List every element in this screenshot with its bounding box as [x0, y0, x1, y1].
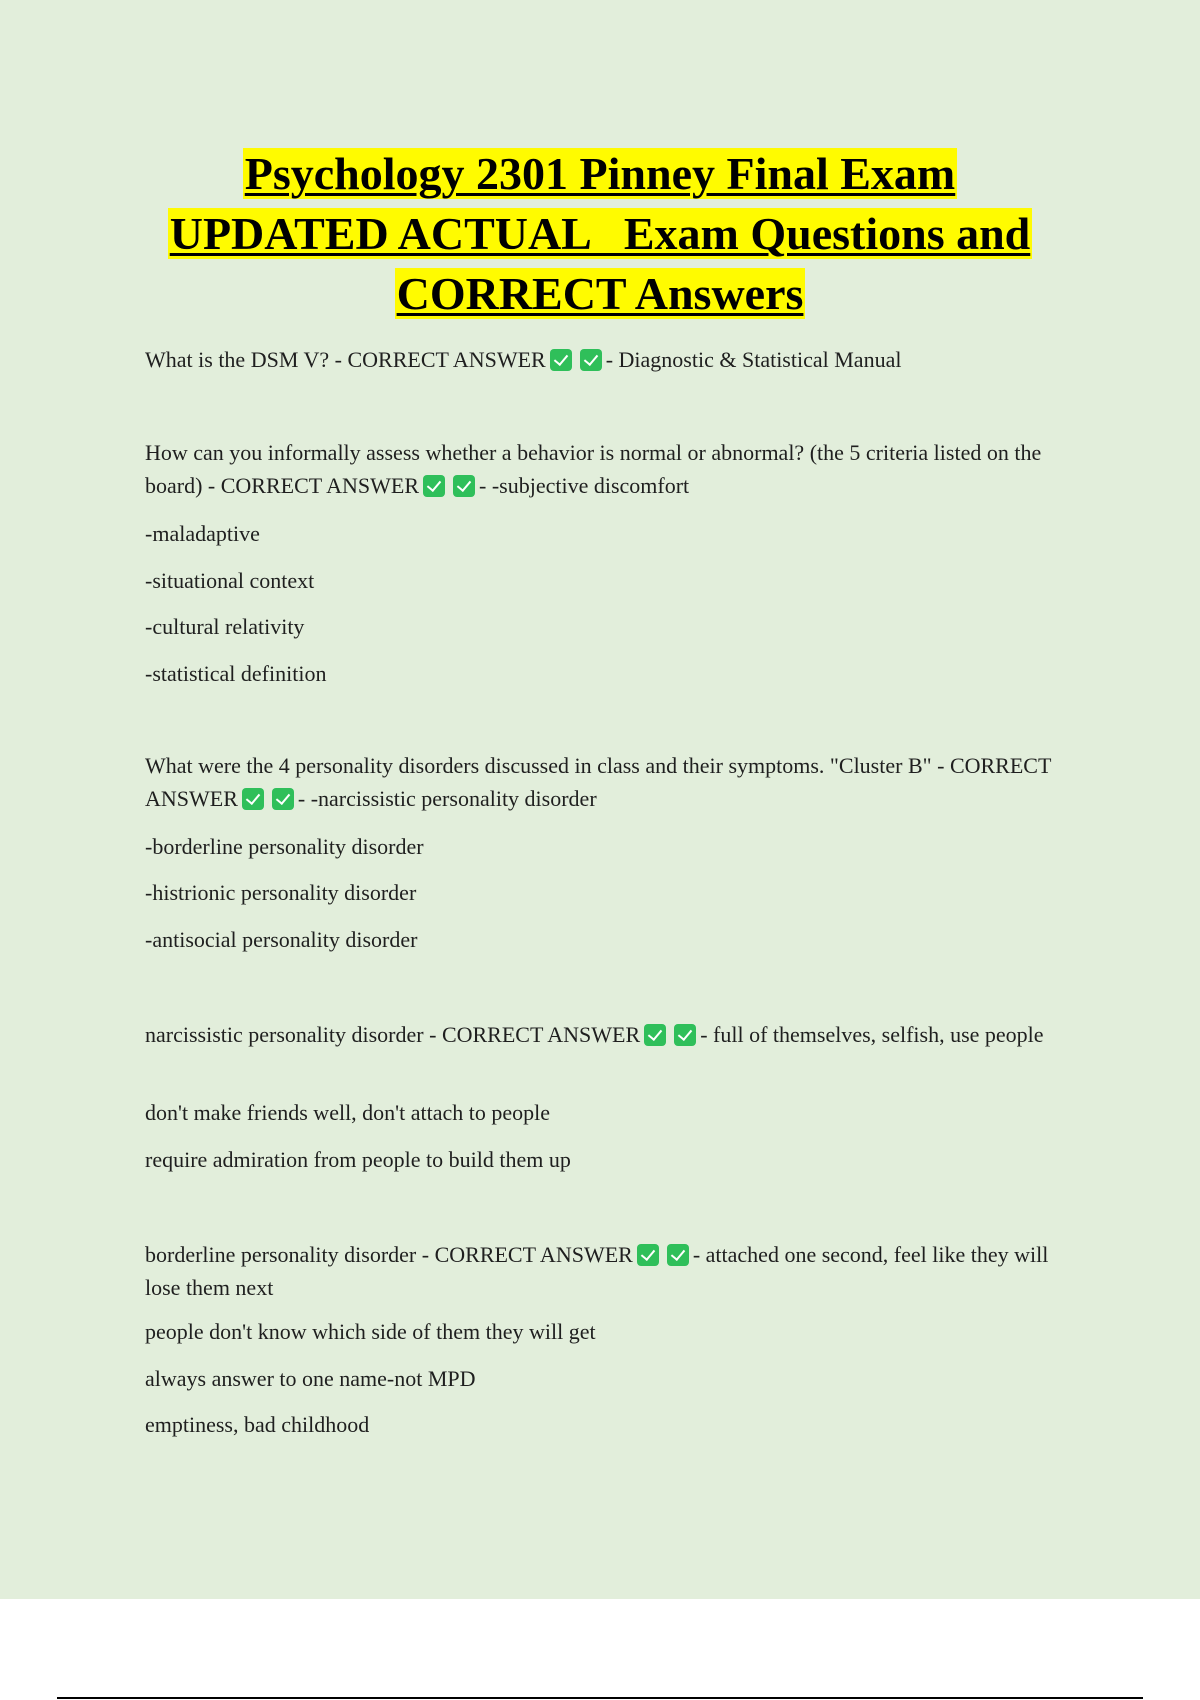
- detail-line: don't make friends well, don't attach to people: [145, 1100, 551, 1125]
- correct-answer-label: CORRECT ANSWER: [441, 1022, 641, 1047]
- qa-item-4: [145, 1018, 1075, 1051]
- answer-text: - -subjective discomfort: [479, 473, 690, 498]
- green-checkmark-icon: [674, 1024, 696, 1046]
- green-checkmark-icon: [667, 1244, 689, 1266]
- footer-divider: [57, 1697, 1143, 1699]
- green-checkmark-icon: [272, 788, 294, 810]
- answer-text: - Diagnostic & Statistical Manual: [605, 347, 902, 372]
- detail-line: emptiness, bad childhood: [145, 1412, 370, 1437]
- green-checkmark-icon: [580, 349, 602, 371]
- qa-item-3: [145, 749, 1075, 815]
- correct-answer-label: CORRECT ANSWER: [220, 473, 419, 498]
- detail-line: -maladaptive: [145, 521, 260, 546]
- green-checkmark-icon: [242, 788, 264, 810]
- green-checkmark-icon: [423, 475, 445, 497]
- correct-answer-label: CORRECT ANSWER: [434, 1242, 633, 1267]
- title-line-3: CORRECT Answers: [396, 268, 804, 319]
- qa-item-1: [145, 343, 1075, 376]
- detail-line: -situational context: [145, 568, 315, 593]
- title-line-1: Psychology 2301 Pinney Final Exam: [244, 148, 956, 199]
- detail-line: -histrionic personality disorder: [145, 880, 417, 905]
- correct-answer-label: CORRECT ANSWER: [347, 347, 546, 372]
- correct-answer-label: CORRECT ANSWER: [145, 753, 1051, 811]
- detail-line: people don't know which side of them they will get: [145, 1319, 596, 1344]
- detail-line: -cultural relativity: [145, 614, 305, 639]
- detail-line: -antisocial personality disorder: [145, 927, 418, 952]
- question-text: What were the 4 personality disorders discussed in class and their symptoms. "Cluster B" -: [145, 753, 950, 778]
- document-title: [100, 144, 1100, 324]
- green-checkmark-icon: [453, 475, 475, 497]
- question-text: What is the DSM V? -: [145, 347, 348, 372]
- detail-line: -statistical definition: [145, 661, 327, 686]
- question-text: How can you informally assess whether a behavior is normal or abnormal? (the 5 criteria listed on the board) -: [145, 440, 1042, 498]
- detail-line: always answer to one name-not MPD: [145, 1366, 476, 1391]
- question-text: narcissistic personality disorder -: [145, 1022, 442, 1047]
- answer-text: - full of themselves, selfish, use people: [700, 1022, 1044, 1047]
- detail-line: -borderline personality disorder: [145, 834, 424, 859]
- title-line-2: UPDATED ACTUAL Exam Questions and: [169, 208, 1031, 259]
- qa-item-2: [145, 436, 1075, 502]
- green-checkmark-icon: [644, 1024, 666, 1046]
- green-checkmark-icon: [637, 1244, 659, 1266]
- answer-text: - -narcissistic personality disorder: [297, 786, 597, 811]
- qa-item-5: [145, 1238, 1075, 1304]
- answer-text: - attached one second, feel like they will lose them next: [145, 1242, 1049, 1300]
- question-text: borderline personality disorder -: [145, 1242, 435, 1267]
- green-checkmark-icon: [550, 349, 572, 371]
- detail-line: require admiration from people to build them up: [145, 1147, 571, 1172]
